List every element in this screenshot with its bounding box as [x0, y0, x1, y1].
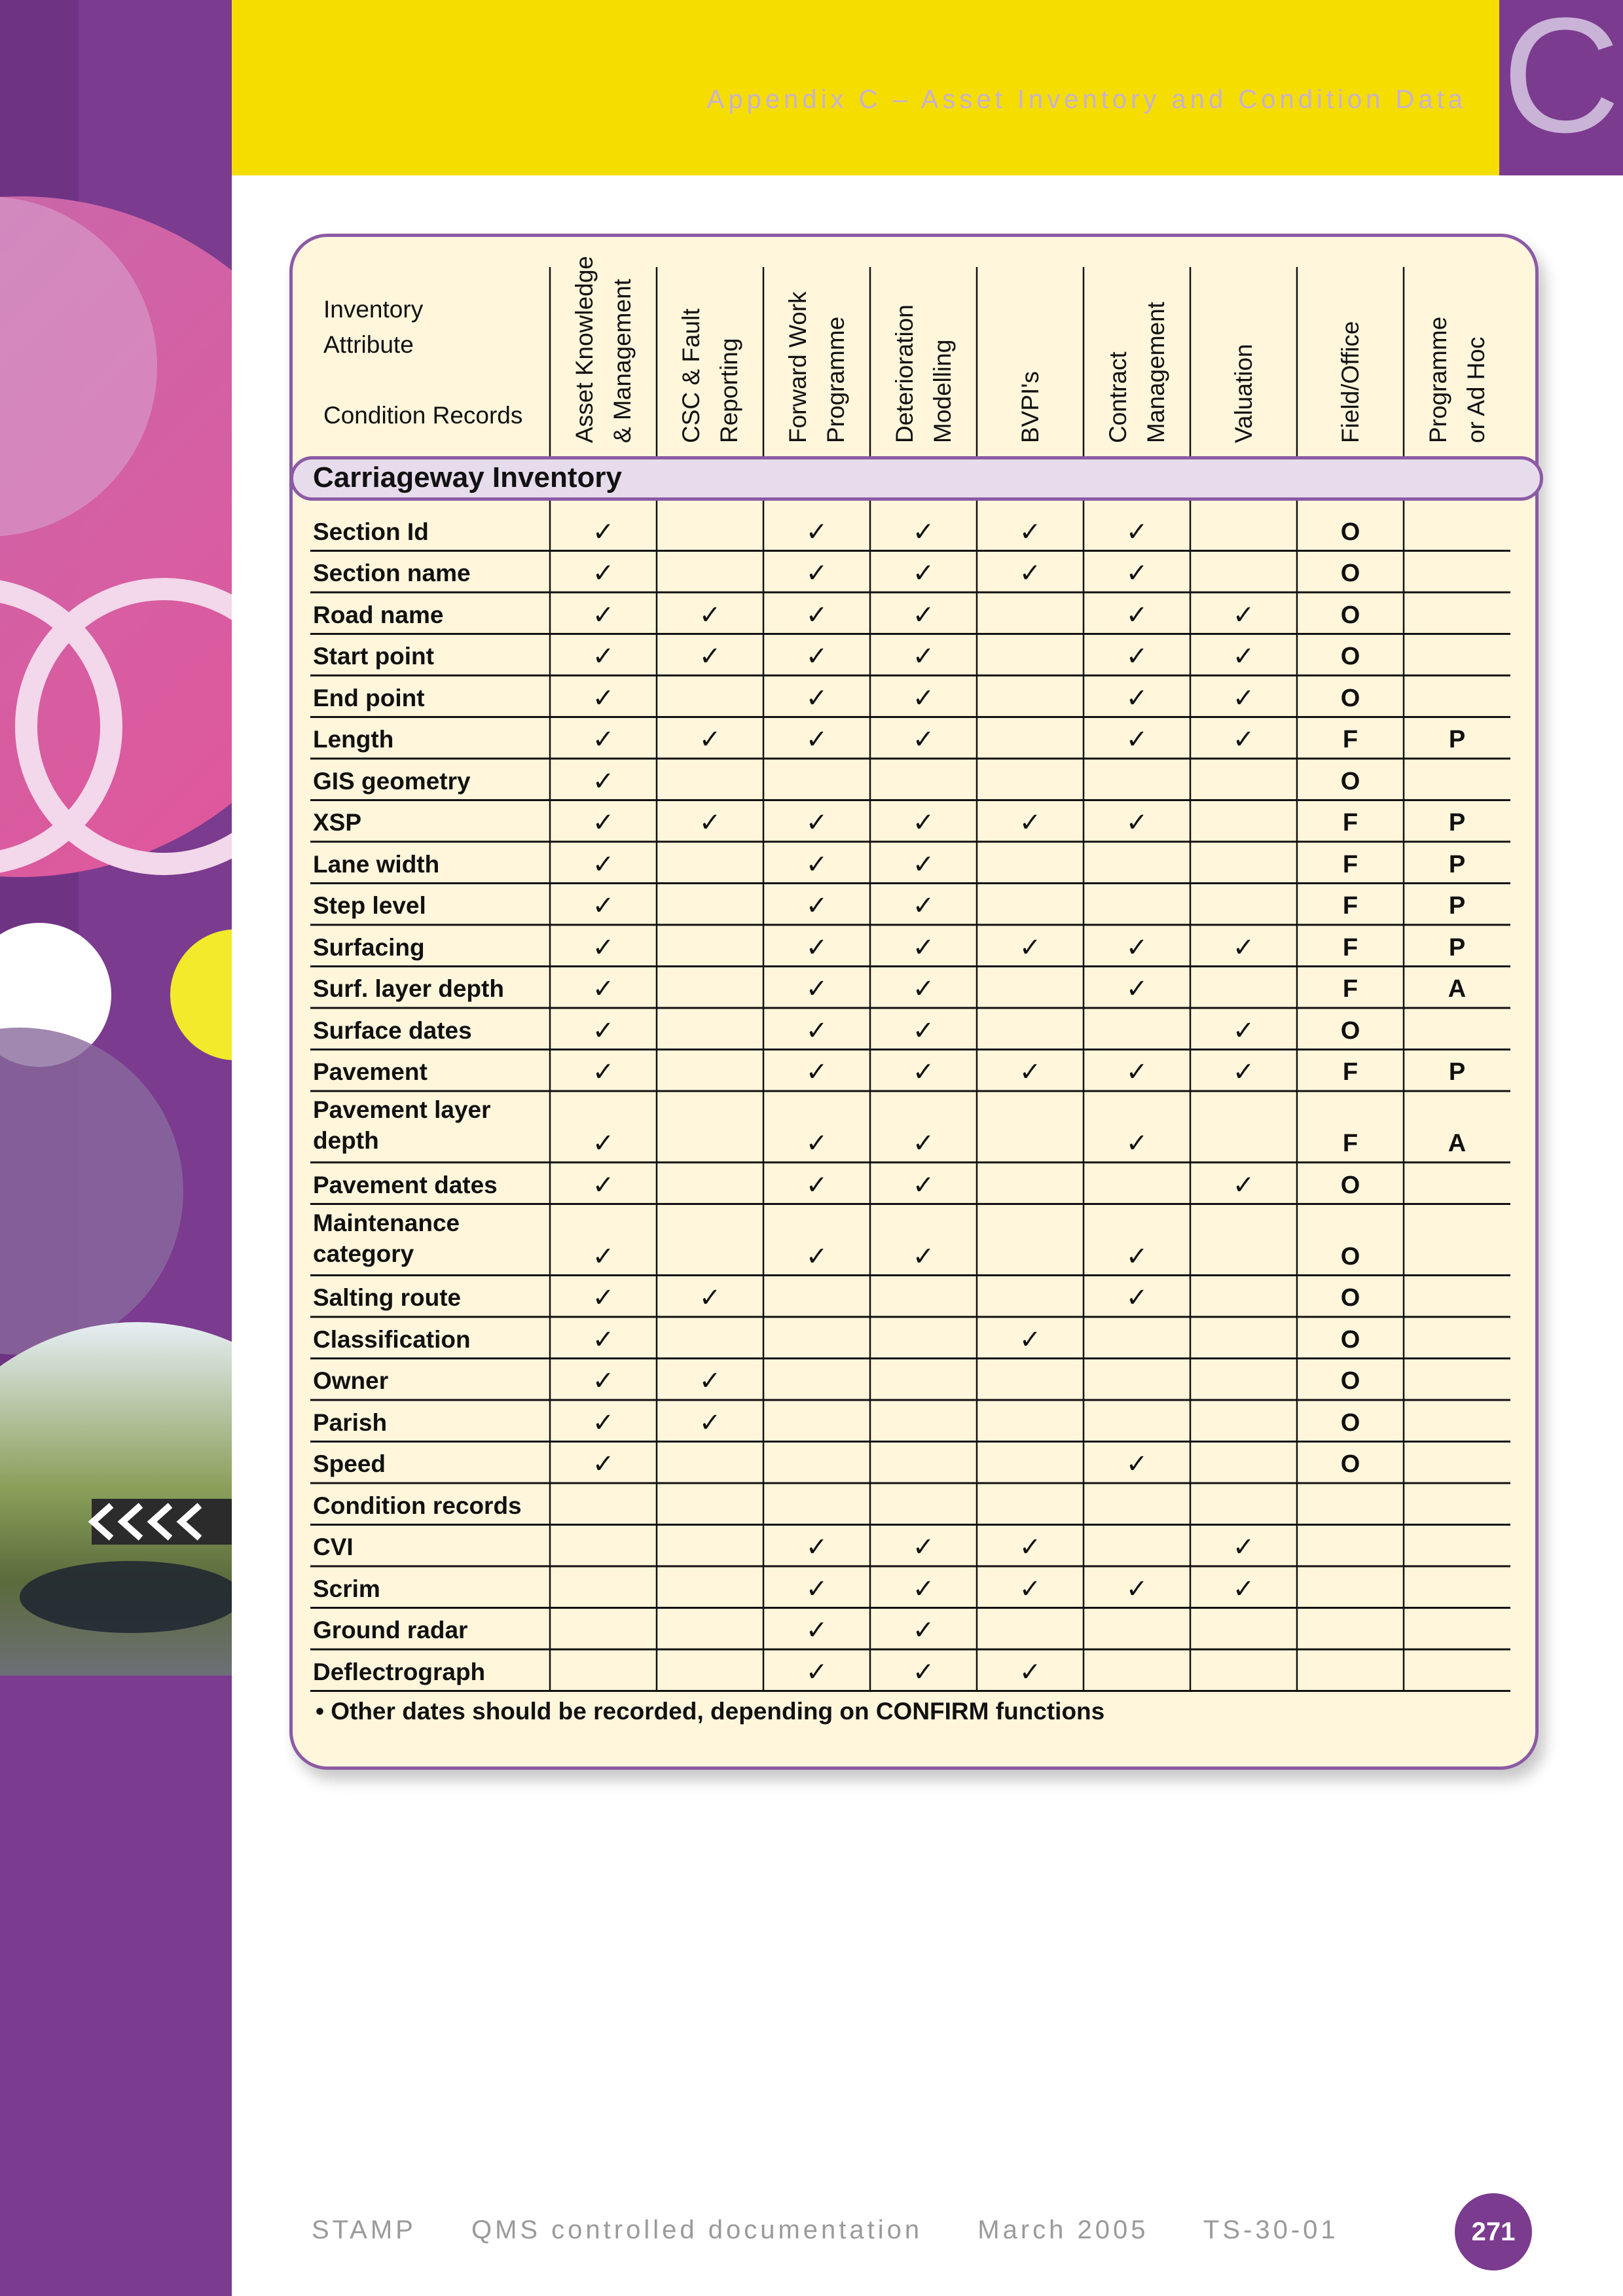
table-cell: F: [1342, 975, 1359, 1003]
table-cell: ✓: [592, 975, 615, 1003]
table-cell: ✓: [805, 1129, 828, 1158]
row-label: Length: [313, 726, 394, 753]
table-cell: ✓: [592, 808, 615, 837]
table-cell: ✓: [1125, 1242, 1148, 1271]
table-cell: O: [1340, 1016, 1360, 1045]
row-label: Maintenance: [313, 1209, 460, 1236]
row-label: Step level: [313, 892, 426, 919]
row-label: Ground radar: [313, 1617, 468, 1643]
table-cell: ✓: [1125, 559, 1148, 588]
table-cell: ✓: [699, 1283, 721, 1312]
table-cell: ✓: [805, 1533, 828, 1562]
row-label: Condition records: [313, 1492, 522, 1519]
row-label: Pavement: [313, 1058, 428, 1085]
column-header-line: Contract: [1104, 351, 1131, 443]
row-label: Surf. layer depth: [313, 975, 504, 1002]
table-cell: P: [1448, 726, 1466, 753]
row-label: Salting route: [313, 1284, 462, 1311]
table-cell: ✓: [805, 559, 828, 588]
decorative-side-strip: [0, 0, 232, 2296]
table-cell: ✓: [592, 1129, 615, 1158]
table-cell: ✓: [805, 850, 828, 879]
table-cell: F: [1342, 933, 1359, 961]
table-cell: ✓: [592, 725, 615, 754]
column-header-line: Management: [1142, 302, 1169, 443]
left-header-line: Inventory: [323, 296, 424, 323]
table-cell: ✓: [912, 642, 935, 671]
row-label: End point: [313, 684, 425, 711]
table-cell: ✓: [1125, 725, 1148, 754]
table-cell: O: [1340, 601, 1360, 629]
table-cell: ✓: [592, 642, 615, 671]
table-cell: P: [1448, 933, 1466, 961]
column-header-line: Modelling: [928, 339, 956, 443]
header-title: Appendix C – Asset Inventory and Condition Data: [706, 85, 1467, 114]
row-label: Section Id: [313, 518, 429, 545]
table-cell: ✓: [1019, 1058, 1042, 1086]
table-cell: ✓: [1019, 517, 1042, 547]
table-cell: F: [1342, 1058, 1359, 1086]
table-cell: ✓: [592, 517, 615, 547]
table-cell: ✓: [1232, 600, 1255, 630]
column-header-line: or Ad Hoc: [1462, 336, 1489, 443]
table-cell: O: [1340, 767, 1360, 795]
row-label: GIS geometry: [313, 767, 471, 795]
row-label: depth: [313, 1127, 379, 1154]
table-cell: ✓: [699, 1367, 721, 1395]
table-cell: ✓: [805, 642, 828, 671]
column-header-line: Programme: [822, 316, 849, 443]
row-label: CVI: [313, 1534, 354, 1560]
table-cell: ✓: [1125, 1129, 1148, 1158]
table-cell: O: [1340, 1450, 1360, 1478]
table-cell: A: [1448, 1130, 1467, 1157]
table-cell: ✓: [592, 1016, 615, 1045]
table-cell: ✓: [592, 1325, 615, 1354]
table-cell: ✓: [699, 642, 721, 671]
table-cell: O: [1340, 1242, 1360, 1270]
table-cell: ✓: [699, 600, 721, 630]
left-header-line: Condition Records: [323, 402, 523, 429]
footer-org: STAMP: [312, 2215, 416, 2244]
table-cell: ✓: [1232, 1058, 1255, 1086]
column-header-line: CSC & Fault: [677, 308, 704, 443]
table-cell: ✓: [805, 1574, 828, 1604]
table-cell: A: [1448, 975, 1467, 1003]
table-cell: ✓: [805, 725, 828, 754]
table-cell: ✓: [1232, 683, 1255, 713]
table-cell: ✓: [912, 1657, 935, 1687]
table-cell: ✓: [805, 517, 828, 547]
table-cell: ✓: [912, 975, 935, 1003]
table-cell: ✓: [805, 1657, 828, 1687]
table-cell: ✓: [805, 1058, 828, 1086]
section-title: Carriageway Inventory: [313, 461, 622, 493]
table-cell: ✓: [699, 1408, 721, 1437]
page-number-badge: 271: [1455, 2193, 1532, 2270]
table-cell: F: [1342, 809, 1359, 836]
table-cell: ✓: [912, 1533, 935, 1562]
column-header-line: & Management: [608, 279, 636, 443]
table-cell: ✓: [805, 1016, 828, 1045]
table-cell: F: [1342, 850, 1359, 878]
table-cell: ✓: [912, 933, 935, 962]
table-cell: ✓: [1125, 933, 1148, 962]
table-cell: ✓: [1019, 1533, 1042, 1562]
column-header-line: Reporting: [715, 338, 742, 443]
table-cell: F: [1342, 892, 1359, 920]
table-cell: ✓: [1019, 559, 1042, 588]
table-cell: ✓: [912, 725, 935, 754]
row-label: Section name: [313, 560, 471, 586]
table-cell: ✓: [805, 1170, 828, 1200]
table-cell: ✓: [1019, 933, 1042, 962]
table-cell: ✓: [912, 683, 935, 713]
table-cell: ✓: [1125, 1574, 1148, 1604]
table-cell: ✓: [805, 600, 828, 630]
table-cell: ✓: [912, 850, 935, 879]
row-label: Lane width: [313, 850, 440, 878]
table-cell: O: [1340, 1284, 1360, 1312]
table-cell: ✓: [592, 1450, 615, 1479]
table-cell: ✓: [699, 725, 721, 754]
row-label: Pavement dates: [313, 1171, 498, 1198]
table-cell: ✓: [912, 600, 935, 630]
table-cell: P: [1448, 850, 1466, 878]
row-label: Surfacing: [313, 933, 425, 961]
row-label: Parish: [313, 1408, 388, 1436]
table-cell: ✓: [1232, 642, 1255, 671]
table-cell: ✓: [805, 1616, 828, 1645]
table-cell: ✓: [1125, 975, 1148, 1003]
table-cell: ✓: [912, 891, 935, 920]
table-cell: ✓: [592, 1408, 615, 1437]
footer-date: March 2005: [977, 2215, 1149, 2244]
table-cell: F: [1342, 726, 1359, 753]
appendix-letter-tab: [1499, 0, 1623, 175]
table-cell: O: [1340, 643, 1360, 670]
table-cell: ✓: [912, 1129, 935, 1158]
table-cell: O: [1340, 1408, 1360, 1437]
left-header-line: Attribute: [323, 331, 414, 358]
table-cell: ✓: [592, 1242, 615, 1271]
table-cell: ✓: [592, 1058, 615, 1086]
table-cell: ✓: [912, 1170, 935, 1200]
table-cell: ✓: [1125, 517, 1148, 547]
table-cell: ✓: [1232, 933, 1255, 962]
table-cell: ✓: [1125, 1058, 1148, 1086]
table-cell: ✓: [1019, 808, 1042, 837]
table-cell: ✓: [1125, 1283, 1148, 1312]
table-cell: ✓: [1232, 725, 1255, 754]
table-cell: ✓: [912, 559, 935, 588]
table-cell: ✓: [1019, 1574, 1042, 1604]
column-header-line: Programme: [1424, 316, 1451, 443]
row-label: Owner: [313, 1367, 389, 1394]
table-cell: ✓: [912, 808, 935, 837]
table-cell: ✓: [912, 1016, 935, 1045]
table-cell: O: [1340, 1171, 1360, 1199]
table-cell: ✓: [592, 933, 615, 962]
table-cell: ✓: [805, 891, 828, 920]
row-label: Pavement layer: [313, 1096, 491, 1123]
row-label: Surface dates: [313, 1016, 472, 1044]
table-cell: ✓: [592, 559, 615, 588]
row-label: Road name: [313, 601, 444, 628]
table-cell: ✓: [912, 1058, 935, 1086]
table-cell: ✓: [805, 808, 828, 837]
column-header-line: BVPI's: [1016, 371, 1044, 443]
table-cell: F: [1342, 1130, 1359, 1157]
appendix-letter: C: [1502, 0, 1620, 166]
table-cell: ✓: [592, 1283, 615, 1312]
table-cell: O: [1340, 518, 1360, 546]
table-cell: ✓: [912, 1574, 935, 1604]
table-cell: ✓: [805, 1242, 828, 1271]
table-cell: O: [1340, 560, 1360, 587]
page-footer: [312, 2215, 1383, 2245]
column-header-line: Asset Knowledge: [570, 256, 598, 443]
column-header-line: Valuation: [1230, 344, 1257, 443]
footer-code: TS-30-01: [1203, 2215, 1339, 2244]
table-cell: ✓: [805, 683, 828, 713]
table-cell: ✓: [1125, 1450, 1148, 1479]
table-cell: ✓: [1232, 1533, 1255, 1562]
row-label: Start point: [313, 643, 434, 670]
table-cell: ✓: [592, 683, 615, 713]
footnote: • Other dates should be recorded, depending on CONFIRM functions: [316, 1698, 1105, 1725]
table-cell: O: [1340, 1367, 1360, 1395]
table-cell: ✓: [592, 1170, 615, 1200]
table-cell: ✓: [1232, 1574, 1255, 1604]
row-label: Speed: [313, 1450, 386, 1477]
table-cell: ✓: [1232, 1170, 1255, 1200]
table-cell: ✓: [1232, 1016, 1255, 1045]
table-cell: ✓: [1125, 600, 1148, 630]
table-cell: ✓: [805, 933, 828, 962]
table-cell: ✓: [592, 850, 615, 879]
table-cell: ✓: [912, 1616, 935, 1645]
table-cell: ✓: [1125, 808, 1148, 837]
table-cell: ✓: [1019, 1657, 1042, 1687]
page-header: [232, 0, 1499, 175]
footer-doc: QMS controlled documentation: [471, 2215, 923, 2244]
table-cell: ✓: [1125, 642, 1148, 671]
table-cell: ✓: [1125, 683, 1148, 713]
table-cell: P: [1448, 1058, 1466, 1086]
table-cell: ✓: [592, 600, 615, 630]
table-cell: O: [1340, 1325, 1360, 1354]
table-cell: ✓: [592, 766, 615, 796]
table-cell: P: [1448, 809, 1466, 836]
table-cell: O: [1340, 684, 1360, 712]
table-cell: P: [1448, 892, 1466, 920]
table-cell: ✓: [1019, 1325, 1042, 1354]
side-artwork: [0, 0, 232, 2296]
table-cell: ✓: [592, 891, 615, 920]
table-cell: ✓: [912, 1242, 935, 1271]
column-header-line: Field/Office: [1336, 321, 1364, 443]
table-cell: ✓: [592, 1367, 615, 1395]
table-cell: ✓: [912, 517, 935, 547]
row-label: Deflectrograph: [313, 1658, 486, 1685]
table-cell: ✓: [699, 808, 721, 837]
table-cell: ✓: [805, 975, 828, 1003]
row-label: Classification: [313, 1325, 471, 1353]
row-label: XSP: [313, 809, 362, 836]
column-header-line: Deterioration: [890, 304, 918, 443]
row-label: category: [313, 1240, 414, 1267]
column-header-line: Forward Work: [784, 291, 811, 443]
row-label: Scrim: [313, 1575, 380, 1602]
